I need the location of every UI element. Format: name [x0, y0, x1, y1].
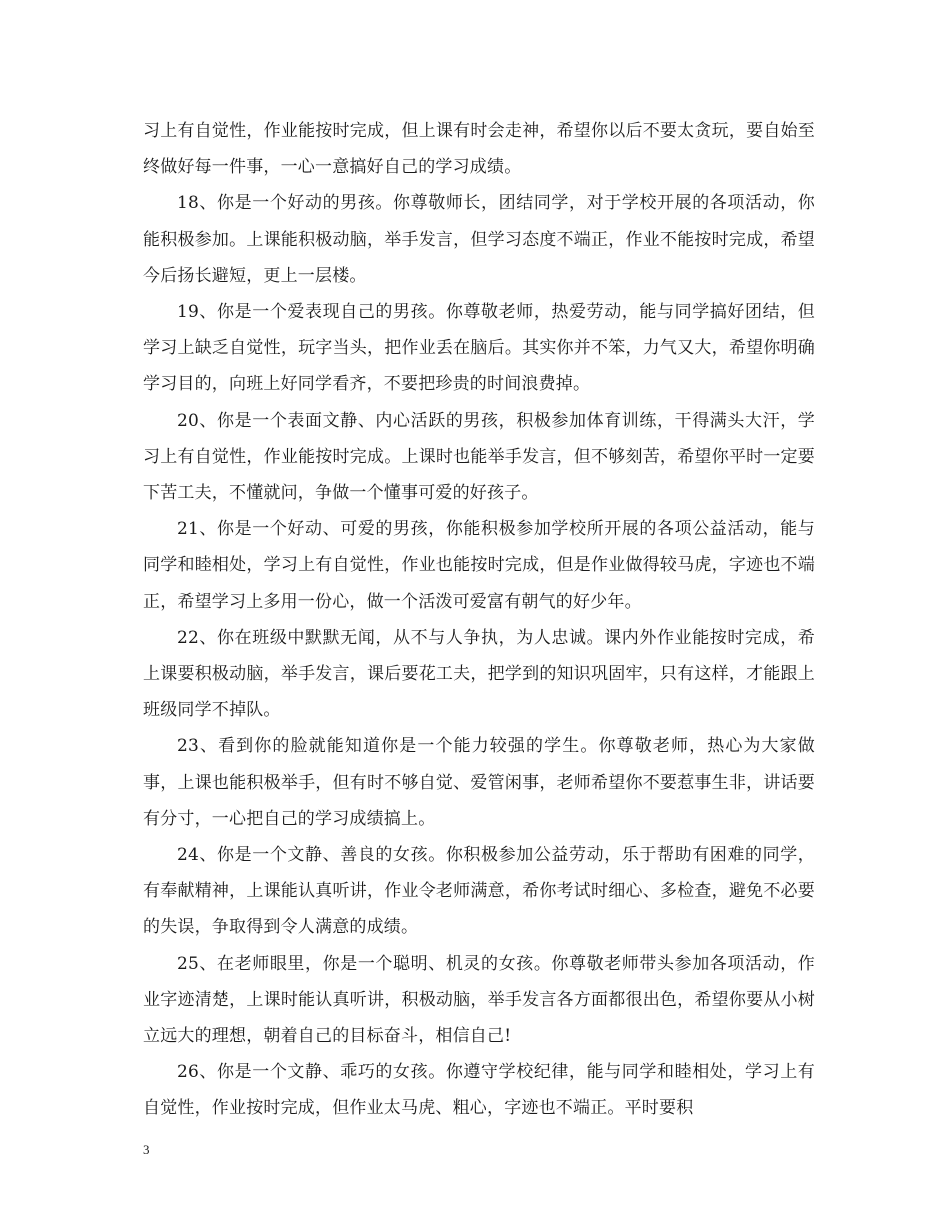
- document-body: [143, 113, 815, 1127]
- paragraph-comment-21: 21、你是一个好动、可爱的男孩，你能积极参加学校所开展的各项公益活动，能与同学和睦相处，学习上有自觉性，作业也能按时完成，但是作业做得较马虎，字迹也不端正，希望学习上多用一份心，做一个活泼可爱富有朝气的好少年。: [143, 519, 815, 612]
- paragraph-comment-23: 23、看到你的脸就能知道你是一个能力较强的学生。你尊敬老师，热心为大家做事，上课也能积极举手，但有时不够自觉、爱管闲事，老师希望你不要惹事生非，讲话要有分寸，一心把自己的学习成绩搞上。: [143, 736, 815, 829]
- paragraph-comment-25: 25、在老师眼里，你是一个聪明、机灵的女孩。你尊敬老师带头参加各项活动，作业字迹清楚，上课时能认真听讲，积极动脑，举手发言各方面都很出色，希望你要从小树立远大的理想，朝着自己的目标奋斗，相信自己!: [143, 953, 815, 1047]
- paragraph-comment-24: 24、你是一个文静、善良的女孩。你积极参加公益劳动，乐于帮助有困难的同学，有奉献精神，上课能认真听讲，作业令老师满意，希你考试时细心、多检查，避免不必要的失误，争取得到令人满意的成绩。: [143, 845, 815, 938]
- paragraph-comment-26: 26、你是一个文静、乖巧的女孩。你遵守学校纪律，能与同学和睦相处，学习上有自觉性，作业按时完成，但作业太马虎、粗心，字迹也不端正。平时要积: [143, 1062, 815, 1119]
- paragraph-continuation: 习上有自觉性，作业能按时完成，但上课有时会走神，希望你以后不要太贪玩，要自始至终做好每一件事，一心一意搞好自己的学习成绩。: [143, 121, 815, 178]
- paragraph-comment-18: 18、你是一个好动的男孩。你尊敬师长，团结同学，对于学校开展的各项活动，你能积极参加。上课能积极动脑，举手发言，但学习态度不端正，作业不能按时完成，希望今后扬长避短，更上一层楼。: [143, 193, 815, 286]
- paragraph-comment-22: 22、你在班级中默默无闻，从不与人争执，为人忠诚。课内外作业能按时完成，希上课要积极动脑，举手发言，课后要花工夫，把学到的知识巩固牢，只有这样，才能跟上班级同学不掉队。: [143, 627, 815, 721]
- paragraph-comment-20: 20、你是一个表面文静、内心活跃的男孩，积极参加体育训练，干得满头大汗，学习上有自觉性，作业能按时完成。上课时也能举手发言，但不够刻苦，希望你平时一定要下苦工夫，不懂就问，争做一个懂事可爱的好孩子。: [143, 410, 815, 504]
- page-number: 3: [143, 1142, 150, 1157]
- paragraph-comment-19: 19、你是一个爱表现自己的男孩。你尊敬老师，热爱劳动，能与同学搞好团结，但学习上缺乏自觉性，玩字当头，把作业丢在脑后。其实你并不笨，力气又大，希望你明确学习目的，向班上好同学看齐，不要把珍贵的时间浪费掉。: [143, 302, 815, 395]
